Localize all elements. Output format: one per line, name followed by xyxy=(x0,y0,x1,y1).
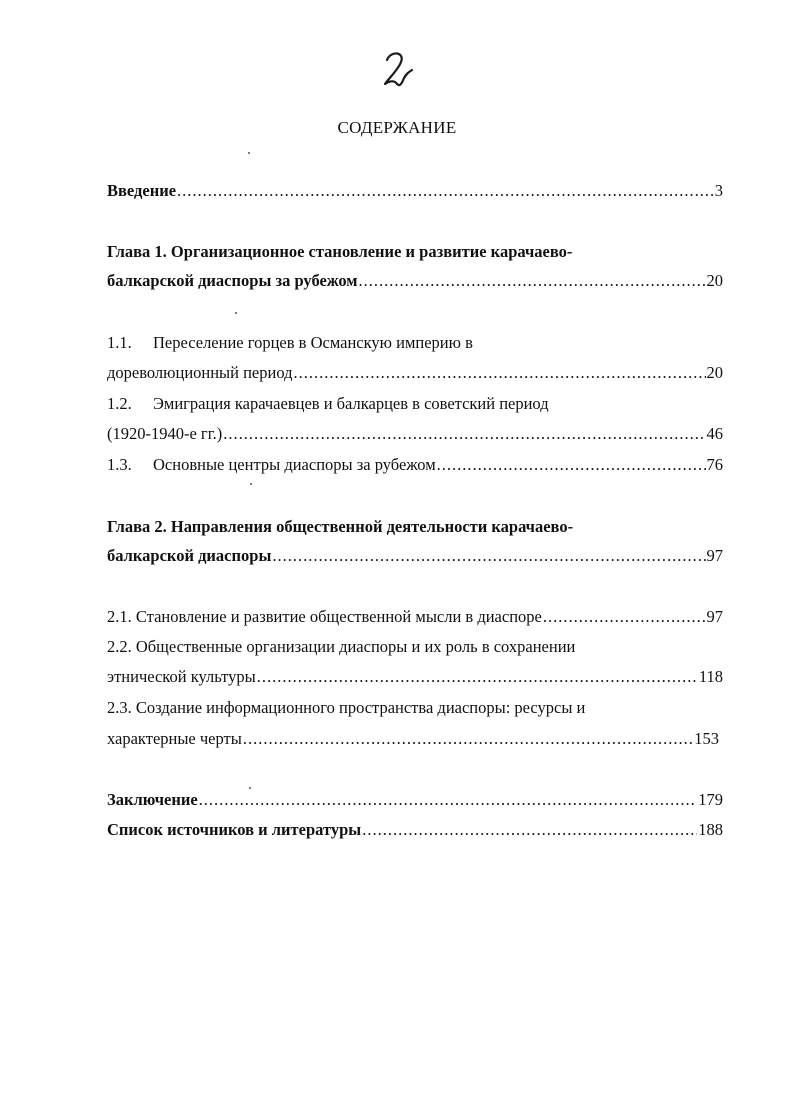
toc-entry-chapter2-line2[interactable] xyxy=(107,545,723,567)
toc-entry-2-3-line1[interactable] xyxy=(107,697,723,719)
handwritten-page-number xyxy=(0,48,794,98)
toc-entry-chapter1-line2[interactable] xyxy=(107,270,723,292)
toc-leader-dots xyxy=(272,545,705,567)
toc-entry-1-1-line2[interactable] xyxy=(107,362,723,384)
toc-label: Глава 1. Организационное становление и развитие карачаево- xyxy=(107,242,573,261)
toc-entry-chapter1-line1[interactable] xyxy=(107,241,723,263)
toc-label: 2.3. Создание информационного пространства диаспоры: ресурсы и xyxy=(107,698,586,717)
scan-speck xyxy=(248,152,250,154)
toc-entry-chapter2-line1[interactable] xyxy=(107,516,723,538)
toc-entry-1-3[interactable] xyxy=(107,454,723,476)
toc-label: характерные черты xyxy=(107,729,242,748)
toc-entry-1-1-line1[interactable] xyxy=(107,332,723,354)
toc-label: Заключение xyxy=(107,790,198,809)
toc-leader-dots xyxy=(223,423,705,445)
toc-entry-2-2-line1[interactable] xyxy=(107,636,723,658)
toc-leader-dots xyxy=(543,606,706,628)
toc-label: балкарской диаспоры xyxy=(107,546,272,565)
page-title: СОДЕРЖАНИЕ xyxy=(337,118,457,137)
toc-label: Список источников и литературы xyxy=(107,820,362,839)
toc-page-number: 76 xyxy=(706,455,723,474)
toc-leader-dots xyxy=(294,362,706,384)
toc-leader-dots xyxy=(362,819,697,841)
scan-speck xyxy=(235,312,237,314)
toc-leader-dots xyxy=(177,180,714,202)
toc-label: Глава 2. Направления общественной деятельности карачаево- xyxy=(107,517,574,536)
toc-page-number: 179 xyxy=(698,790,723,809)
toc-label: Переселение горцев в Османскую империю в xyxy=(153,333,473,352)
toc-entry-intro[interactable] xyxy=(107,180,723,202)
toc-page-number: 20 xyxy=(706,363,723,382)
toc-leader-dots xyxy=(199,789,698,811)
toc-entry-conclusion[interactable] xyxy=(107,789,723,811)
toc-page-number: 97 xyxy=(706,546,723,565)
toc-label: Введение xyxy=(107,181,177,200)
toc-page-number: 97 xyxy=(706,607,723,626)
toc-label: балкарской диаспоры за рубежом xyxy=(107,271,358,290)
toc-page-number: 3 xyxy=(714,181,723,200)
toc-label: 2.2. Общественные организации диаспоры и их роль в сохранении xyxy=(107,637,576,656)
toc-section-number: 1.3. xyxy=(107,455,132,474)
toc-label: Эмиграция карачаевцев и балкарцев в советский период xyxy=(153,394,549,413)
toc-page-number: 118 xyxy=(698,667,723,686)
handwritten-number-mark xyxy=(377,48,417,92)
toc-page-number: 188 xyxy=(698,820,723,839)
toc-page-number: 20 xyxy=(706,271,723,290)
toc-page-number: 153 xyxy=(694,729,719,748)
toc-label: Основные центры диаспоры за рубежом xyxy=(153,455,436,474)
toc-leader-dots xyxy=(257,666,698,688)
toc-entry-2-3-line2[interactable] xyxy=(107,728,719,750)
toc-section-number: 1.2. xyxy=(107,394,132,413)
toc-section-number: 1.1. xyxy=(107,333,132,352)
toc-entry-1-2-line1[interactable] xyxy=(107,393,723,415)
scan-speck xyxy=(250,483,252,485)
toc-entry-sources[interactable] xyxy=(107,819,723,841)
toc-label: (1920-1940-е гг.) xyxy=(107,424,223,443)
toc-label: 2.1. Становление и развитие общественной мысли в диаспоре xyxy=(107,607,542,626)
toc-label: дореволюционный период xyxy=(107,363,293,382)
toc-entry-2-1[interactable] xyxy=(107,606,723,628)
toc-label: этнической культуры xyxy=(107,667,256,686)
toc-entry-1-2-line2[interactable] xyxy=(107,423,723,445)
toc-page-number: 46 xyxy=(706,424,723,443)
toc-leader-dots xyxy=(437,454,706,476)
toc-leader-dots xyxy=(243,728,693,750)
toc-entry-2-2-line2[interactable] xyxy=(107,666,723,688)
toc-leader-dots xyxy=(359,270,706,292)
